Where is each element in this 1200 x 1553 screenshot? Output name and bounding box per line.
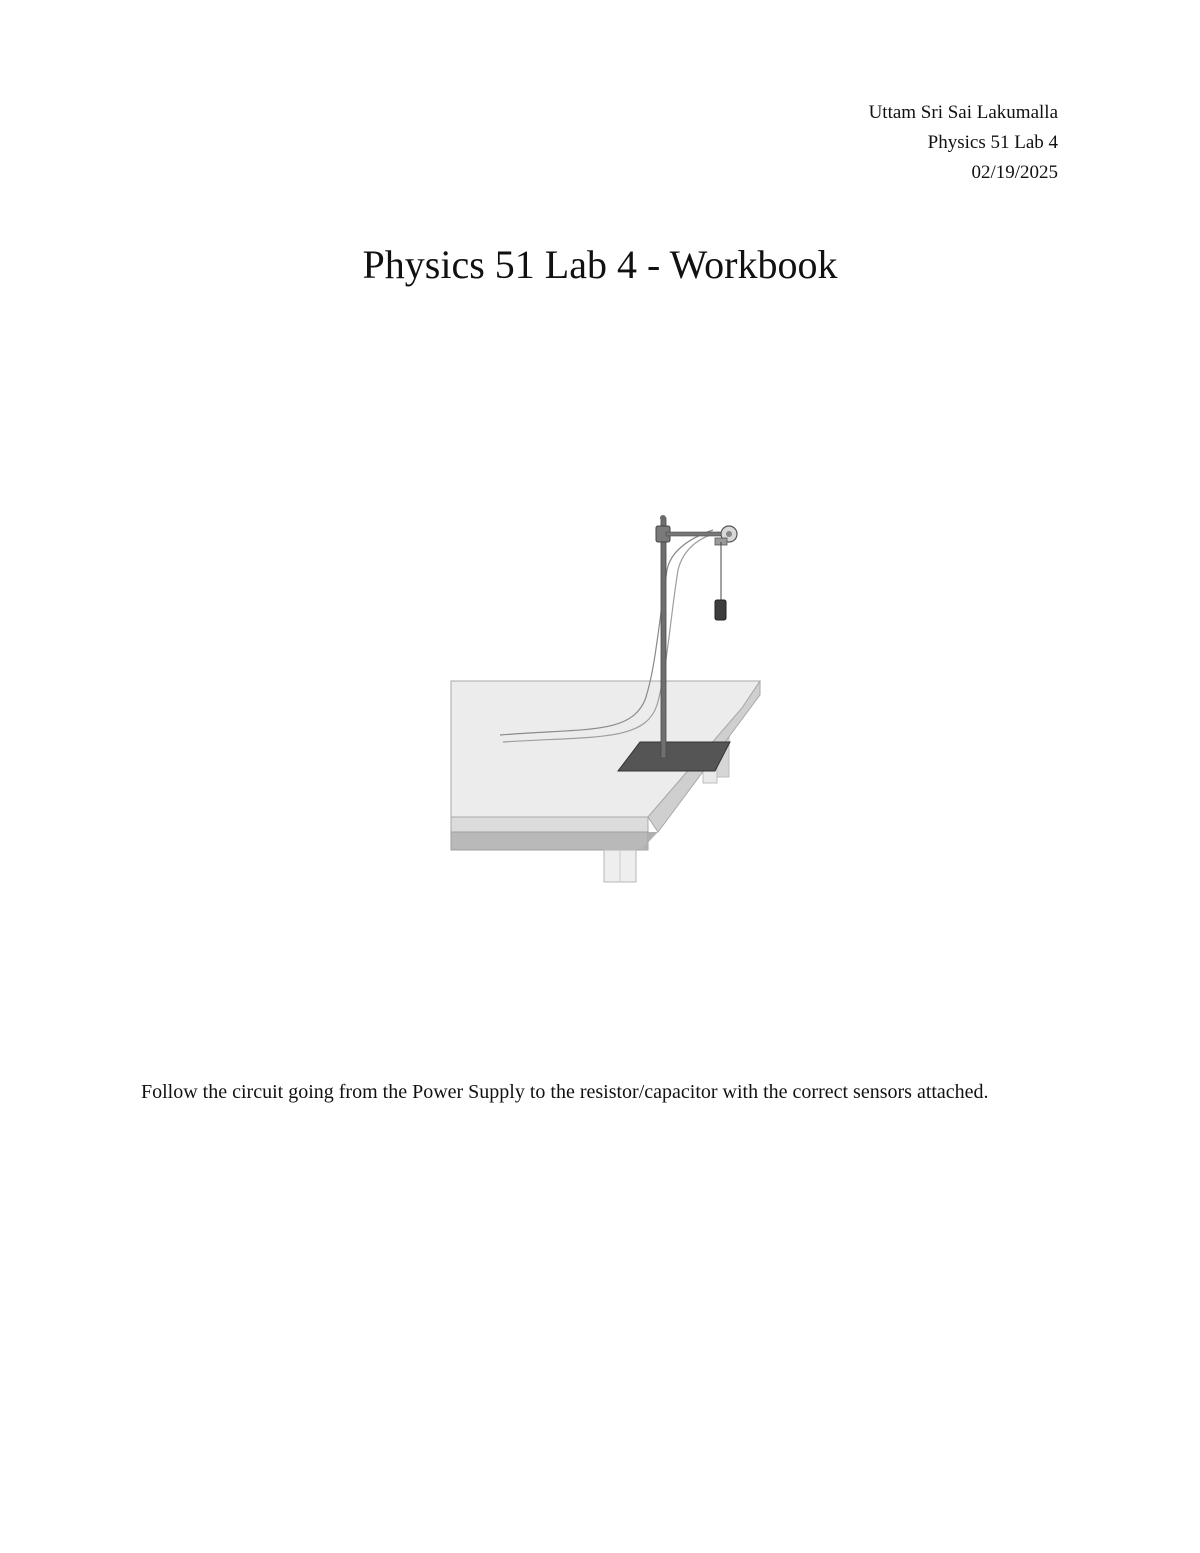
document-date: 02/19/2025	[971, 162, 1058, 183]
instruction-paragraph: Follow the circuit going from the Power Supply to the resistor/capacitor with the correct sensors attached.	[141, 1081, 989, 1103]
stand-rod	[661, 518, 666, 758]
page-title: Physics 51 Lab 4 - Workbook	[362, 242, 838, 287]
course-name: Physics 51 Lab 4	[927, 132, 1058, 153]
table-front-edge	[451, 817, 648, 832]
document-header	[869, 98, 1058, 188]
table-front-edge-shadow	[451, 832, 648, 850]
author-name: Uttam Sri Sai Lakumalla	[868, 102, 1058, 123]
lab-setup-illustration	[445, 510, 770, 890]
hanging-mass	[715, 600, 726, 620]
horizontal-arm	[666, 532, 726, 536]
